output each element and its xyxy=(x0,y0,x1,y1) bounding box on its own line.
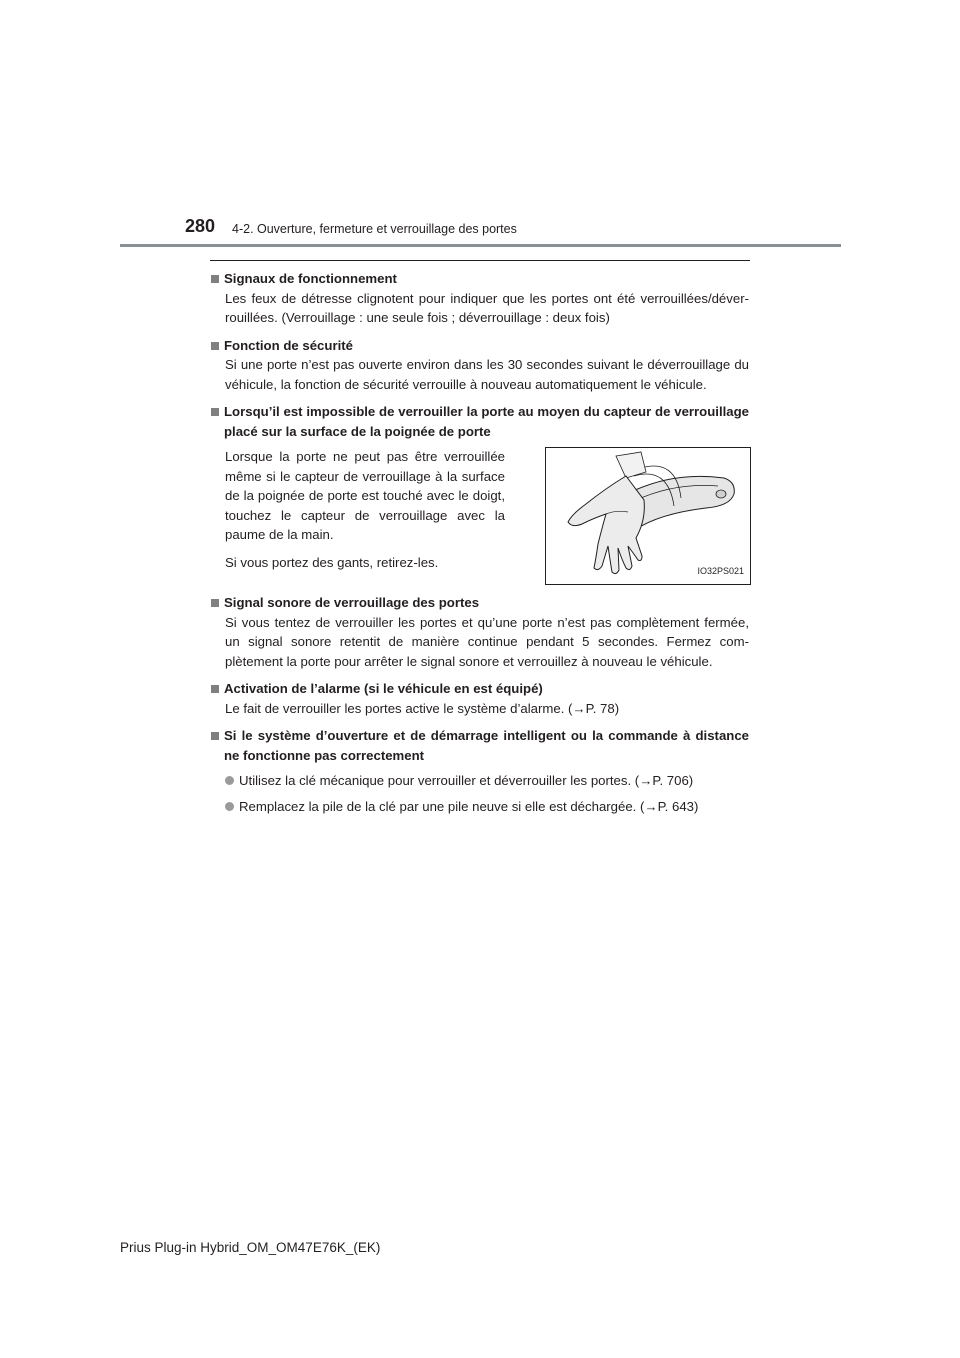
list-item xyxy=(211,771,749,791)
item-alarm-activation xyxy=(211,679,749,718)
item-title: Lorsqu’il est impossible de verrouiller la porte au moyen du capteur de verrouillage placé sur la surface de la poignée de porte xyxy=(224,404,749,439)
item-title: Fonction de sécurité xyxy=(224,337,353,353)
header-rule xyxy=(120,244,841,247)
square-bullet-icon xyxy=(211,342,219,350)
item-text: Si une porte n’est pas ouverte environ dans les 30 secondes suivant le déverrouillage du véhicule, la fonction de sécurité verrouille à nouveau automatiquement le véhicule. xyxy=(225,357,749,392)
item-title: Signal sonore de verrouillage des portes xyxy=(224,595,480,610)
item-lock-sensor xyxy=(211,402,749,585)
item-text: Les feux de détresse clignotent pour indiquer que les portes ont été verrouillées/déverrouillées. (Verrouillage : une seule fois ; déverrouillage : deux fois) xyxy=(225,290,749,325)
footer-doc-id: Prius Plug-in Hybrid_OM_OM47E76K_(EK) xyxy=(120,1240,381,1255)
item-title: Signaux de fonctionnement xyxy=(224,271,397,286)
square-bullet-icon xyxy=(211,275,219,283)
item-text: Si vous tentez de verrouiller les portes et qu’une porte n’est pas complètement fermée, un signal sonore retentit de manière continue pendant 5 secondes. Fermez complètement la porte pour arrêter le signal sonore et verrouillez à nouveau le véhicule. xyxy=(225,614,749,669)
section-divider xyxy=(210,260,750,261)
list-item xyxy=(211,797,749,817)
square-bullet-icon xyxy=(211,408,219,416)
square-bullet-icon xyxy=(211,685,219,693)
item-operation-signals xyxy=(211,269,749,328)
item-text: Lorsque la porte ne peut pas être verrouillée même si le capteur de verrouillage à la surface de la poignée de porte est touché avec le doigt, touchez le capteur de verrouillage avec la paume de la main. xyxy=(225,449,505,542)
item-lock-buzzer xyxy=(211,593,749,671)
round-bullet-icon xyxy=(225,802,234,811)
hand-on-door-handle-illustration xyxy=(545,447,751,585)
item-security-function xyxy=(211,336,749,395)
square-bullet-icon xyxy=(211,599,219,607)
item-title: Si le système d’ouverture et de démarrage intelligent ou la commande à distance ne fonctionne pas correctement xyxy=(224,728,749,763)
round-bullet-icon xyxy=(225,776,234,785)
item-text: Le fait de verrouiller les portes active le système d’alarme. (→P. 78) xyxy=(225,700,620,716)
page-content xyxy=(211,269,749,824)
figure-code: IO32PS021 xyxy=(697,565,744,576)
page-number: 280 xyxy=(185,216,216,236)
item-smart-key-malfunction xyxy=(211,726,749,816)
item-title: Activation de l’alarme (si le véhicule en est équipé) xyxy=(224,681,543,696)
square-bullet-icon xyxy=(211,732,219,740)
item-text: Si vous portez des gants, retirez-les. xyxy=(225,554,439,570)
section-title: 4-2. Ouverture, fermeture et verrouillage des portes xyxy=(232,222,517,236)
bullet-text: Utilisez la clé mécanique pour verrouiller et déverrouiller les portes. (→P. 706) xyxy=(239,773,694,788)
bullet-text: Remplacez la pile de la clé par une pile neuve si elle est déchargée. (→P. 643) xyxy=(239,798,699,814)
